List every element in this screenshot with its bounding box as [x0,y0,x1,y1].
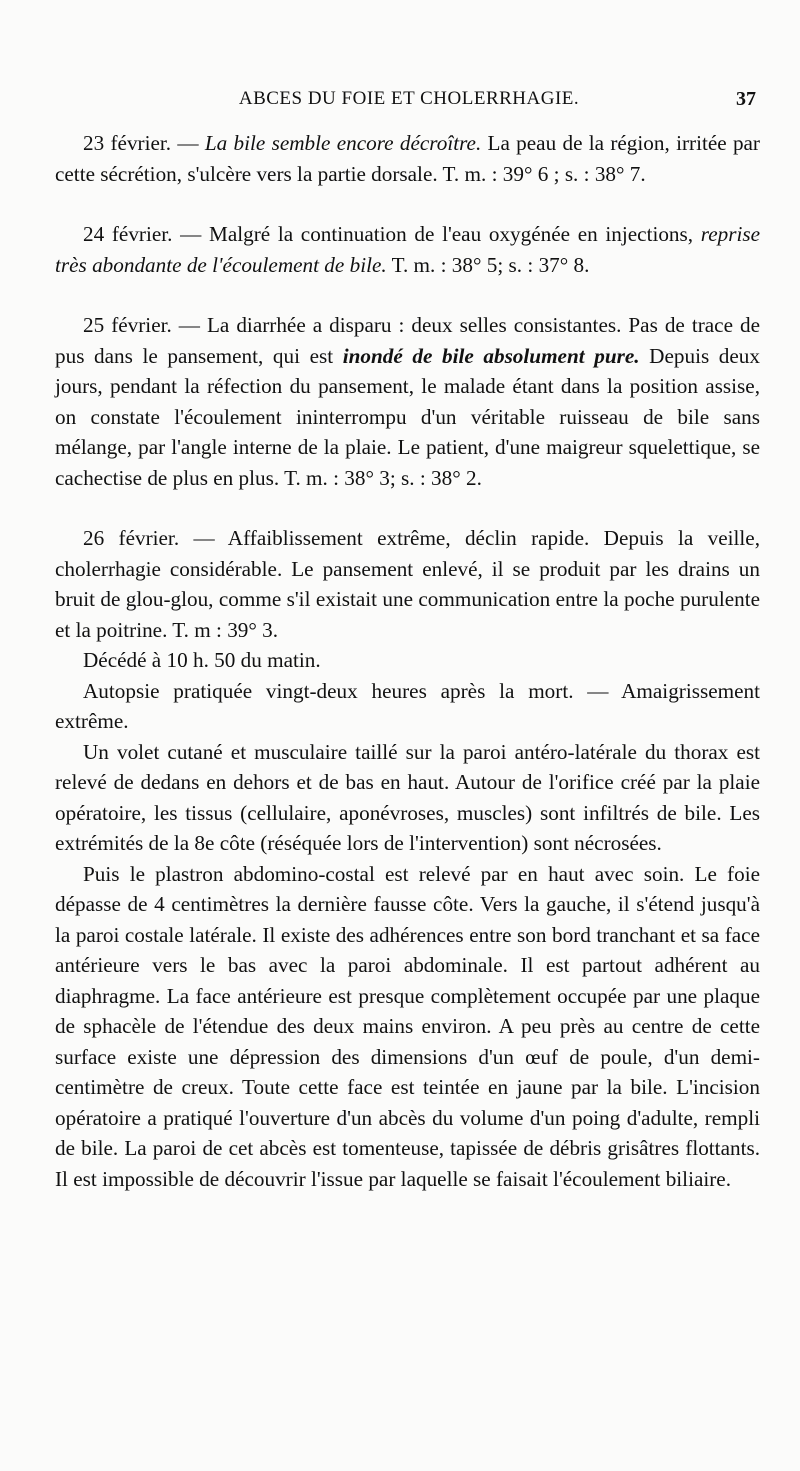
paragraph-lead: 26 février. — Affaiblissement extrême, déclin rapide. Depuis la veille, cholerrhagie considérable. Le pansement enlevé, il se produit par les drains un bruit de glou-glou, comme s'il existait une communication entre la poche purulente et la poitrine. T. m : 39° 3. [55,526,760,642]
paragraph-tail: T. m. : 38° 5; s. : 37° 8. [386,252,590,277]
paragraph-23-fevrier [55,128,760,189]
paragraph-tail: Depuis deux jours, pendant la réfection du pansement, le malade étant dans la position assise, on constate l'écoulement ininterrompu d'un véritable ruisseau de bile sans mélange, par l'angle interne de la plaie. Le patient, d'une maigreur squelettique, se cachectise de plus en plus. T. m. : 38° 3; s. : 38° 2. [55,343,760,490]
paragraph-lead: 25 février. — La diarrhée a disparu : deux selles consistantes. Pas de trace de pus dans le pansement, qui est [55,313,760,368]
paragraph-25-fevrier [55,310,760,493]
paragraph-lead: Un volet cutané et musculaire taillé sur la paroi antéro-latérale du thorax est relevé de dedans en dehors et de bas en haut. Autour de l'orifice créé par la plaie opératoire, les tissus (cellulaire, aponévroses, muscles) sont infiltrés de bile. Les extrémités de la 8e côte (réséquée lors de l'intervention) sont nécrosées. [55,739,760,855]
paragraph-lead: Décédé à 10 h. 50 du matin. [83,648,321,672]
paragraph-lead: Puis le plastron abdomino-costal est relevé par en haut avec soin. Le foie dépasse de 4 centimètres la dernière fausse côte. Vers la gauche, il s'étend jusqu'à la paroi costale latérale. Il existe des adhérences entre son bord tranchant et sa face antérieure vers le bas avec la paroi abdominale. Il est partout adhérent au diaphragme. La face antérieure est presque complètement occupée par une plaque de sphacèle de l'étendue des deux mains environ. A peu près au centre de cette surface existe une dépression des dimensions d'un œuf de poule, d'un demi-centimètre de creux. Toute cette face est teintée en jaune par la bile. L'incision opératoire a pratiqué l'ouverture d'un abcès du volume d'un poing d'adulte, rempli de bile. La paroi de cet abcès est tomenteuse, tapissée de débris grisâtres flottants. Il est impossible de découvrir l'issue par laquelle se faisait l'écoulement biliaire. [55,861,760,1191]
paragraph-italic: La bile semble encore décroître. [204,131,482,155]
paragraph-deces [55,645,760,676]
paragraph-autopsie [55,676,760,737]
paragraph-lead: 23 février. — [83,131,205,155]
body-text [55,128,760,1194]
paragraph-26-fevrier [55,523,760,645]
paragraph-24-fevrier [55,219,760,280]
page-header [62,88,756,118]
paragraph-plastron [55,859,760,1195]
paragraph-italic: inondé de bile absolument pure. [342,343,640,368]
paragraph-lead: 24 février. — Malgré la continuation de l'eau oxygénée en injections, [83,222,701,246]
paragraph-tail: La peau de la région, irritée par cette sécrétion, s'ulcère vers la partie dorsale. T. m. : 39° 6 ; s. : 38° 7. [55,131,760,186]
paragraph-italic: reprise très abondante de l'écoulement de bile. [55,222,760,277]
paragraph-lead: Autopsie pratiquée vingt-deux heures après la mort. — Amaigrissement extrême. [55,678,760,733]
running-title: ABCES DU FOIE ET CHOLERRHAGIE. [238,88,580,109]
page-number: 37 [736,88,756,110]
paragraph-volet [55,737,760,859]
